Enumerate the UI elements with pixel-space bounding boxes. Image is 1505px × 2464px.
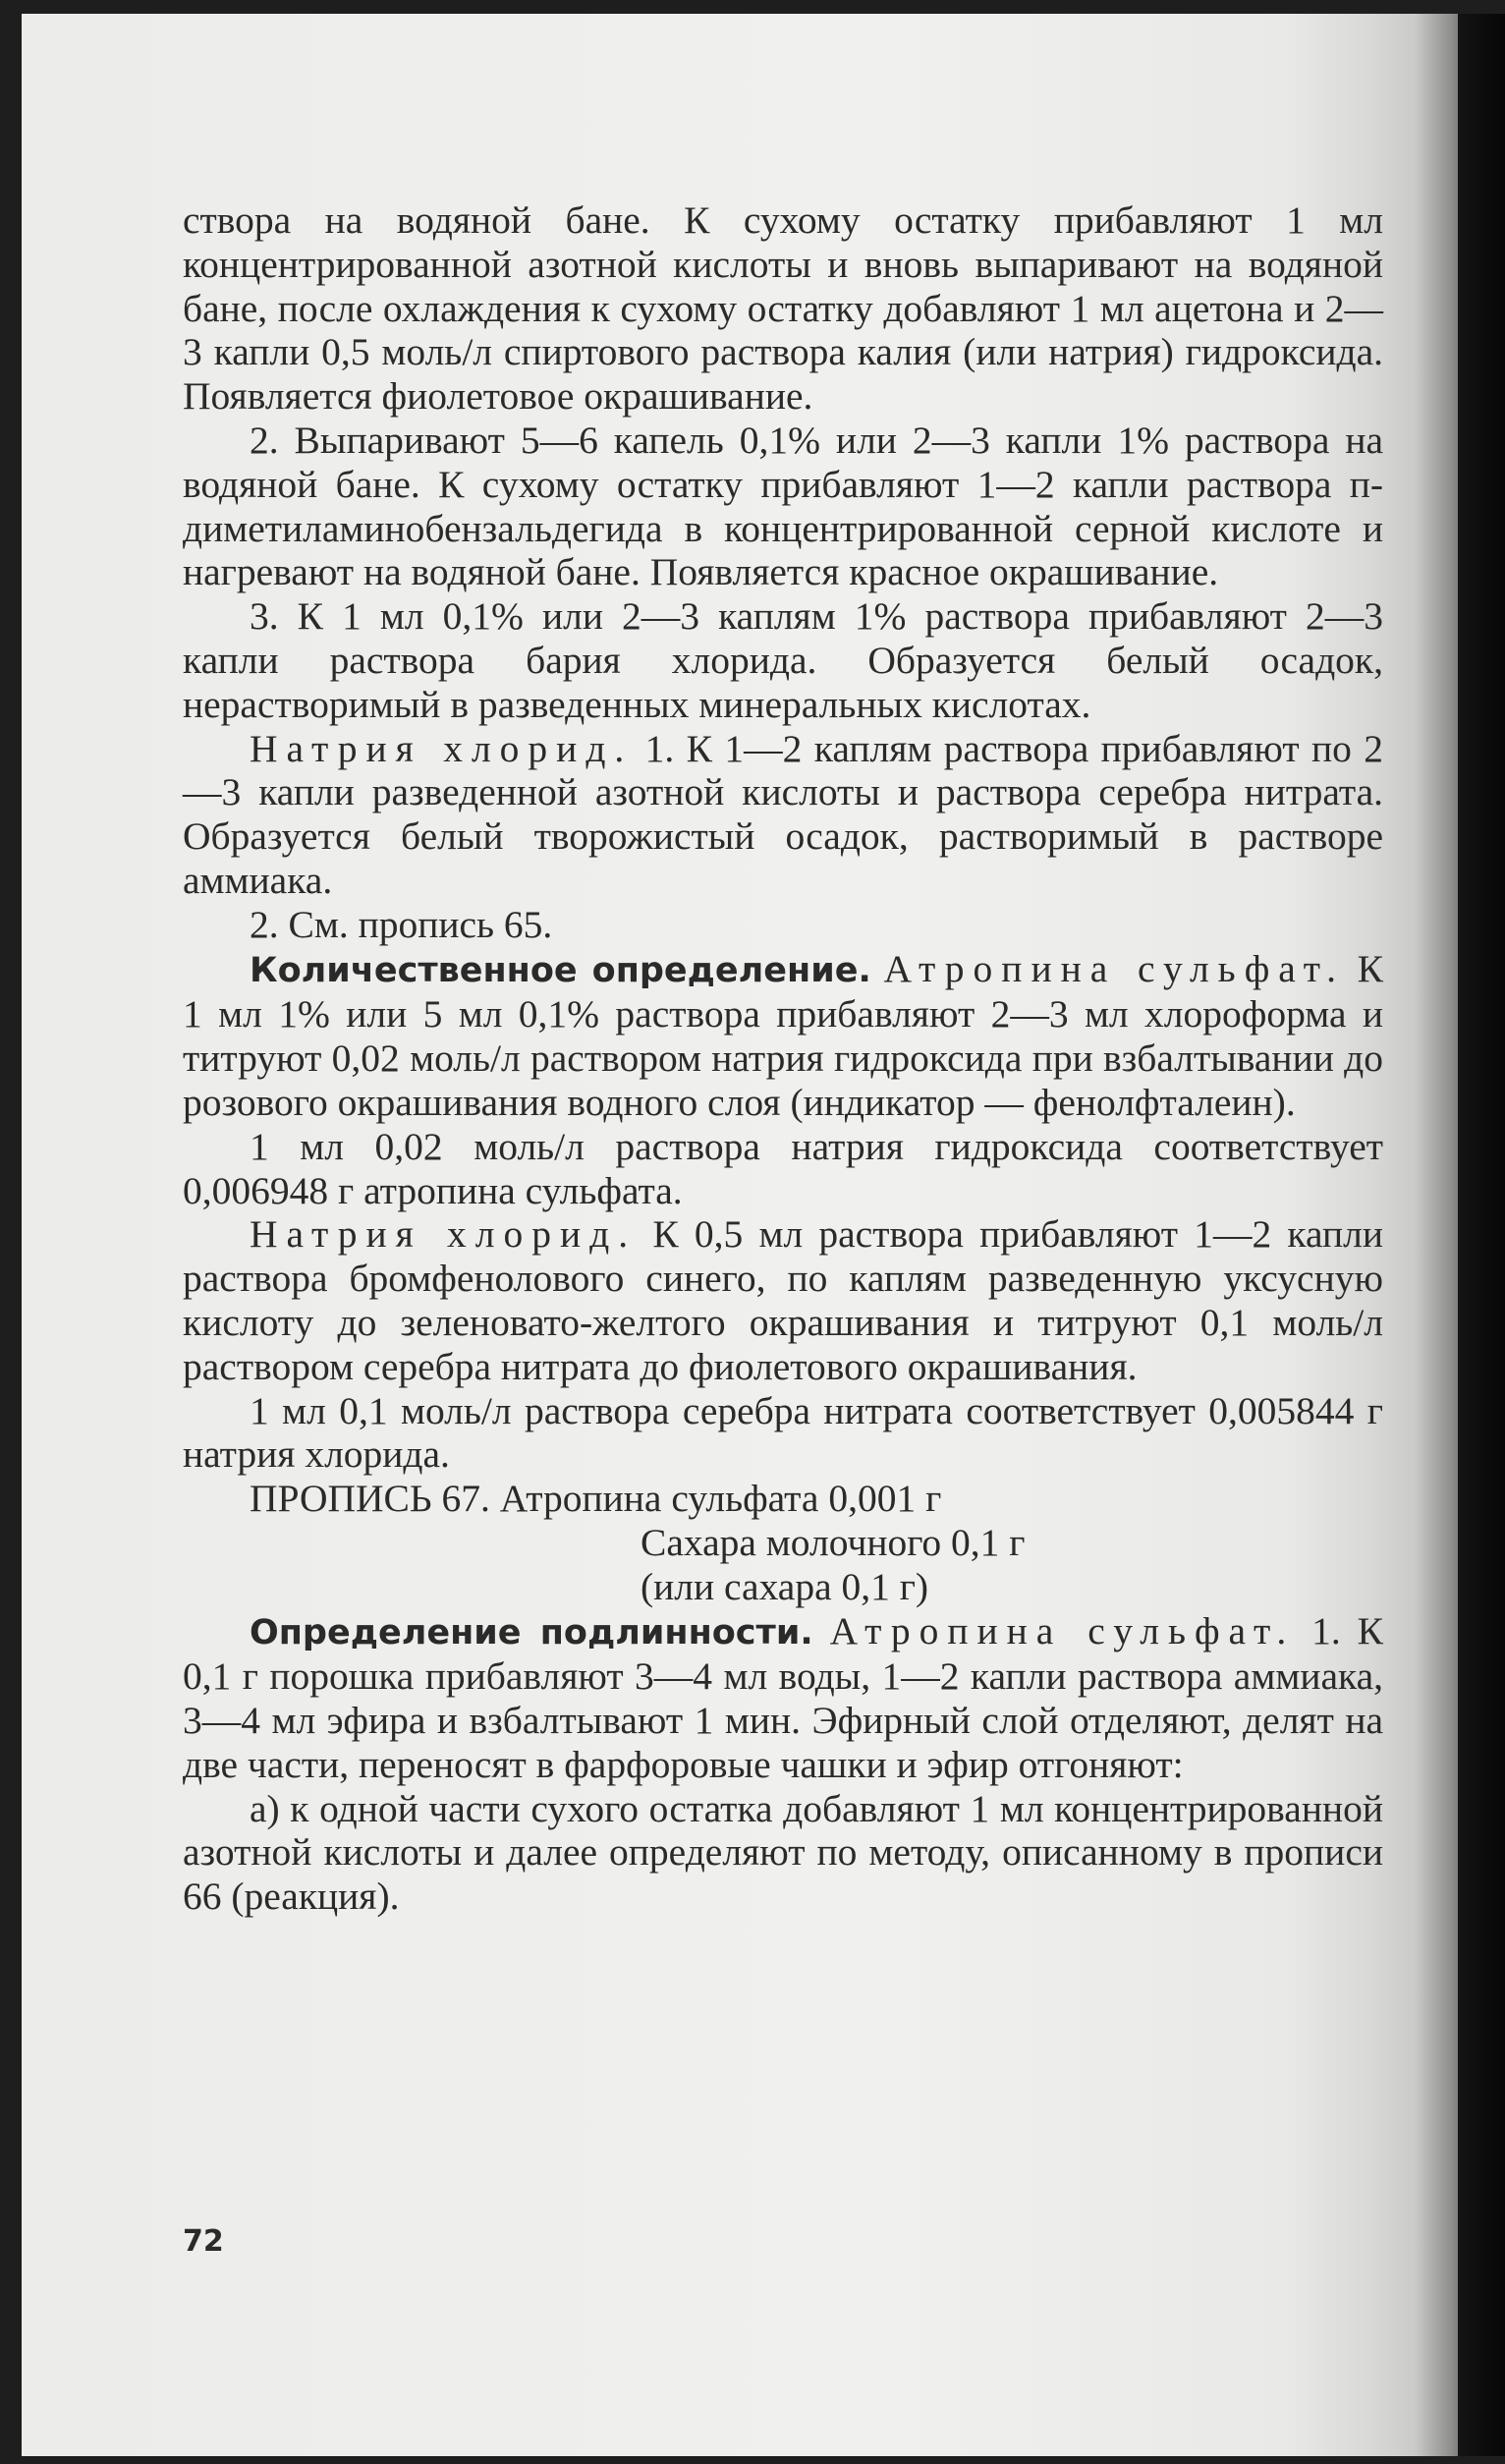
section-heading: Количественное определение. xyxy=(250,950,871,990)
paragraph-2: 2. Выпаривают 5—6 капель 0,1% или 2—3 капли 1% раствора на водяной бане. К сухому остатку прибавляют 1—2 капли раствора п-диметиламинобензальдегида в концентрированной серной кислоте и нагревают на водяной бане. Появляется красное окрашивание. xyxy=(183,418,1383,594)
page-number: 72 xyxy=(183,2224,224,2259)
spaced-label: Натрия хлорид. xyxy=(250,726,634,770)
formula-line-2: Сахара молочного 0,1 г xyxy=(641,1520,1026,1564)
section-heading: Определение подлинности. xyxy=(250,1612,813,1652)
paragraph-8 xyxy=(183,1212,1383,1388)
paragraph-8-text: К 0,5 мл раствора прибавляют 1—2 капли раствора бромфенолового синего, по каплям разведенную уксусную кислоту до зеленовато-желтого окрашивания и титруют 0,1 моль/л раствором серебра нитрата до фиолетового окрашивания. xyxy=(183,1212,1383,1388)
paragraph-10 xyxy=(183,1609,1383,1787)
paragraph-11: а) к одной части сухого остатка добавляют 1 мл концентрированной азотной кислоты и далее определяют по методу, описанному в прописи 66 (реакция). xyxy=(183,1786,1383,1919)
spaced-label: Атропина сульфат. xyxy=(883,946,1345,990)
paragraph-9: 1 мл 0,1 моль/л раствора серебра нитрата соответствует 0,005844 г натрия хлорида. xyxy=(183,1388,1383,1477)
paragraph-6 xyxy=(183,947,1383,1125)
page-body xyxy=(183,198,1383,1919)
paragraph-4 xyxy=(183,727,1383,903)
formula-line-1: ПРОПИСЬ 67. Атропина сульфата 0,001 г xyxy=(250,1477,942,1521)
paragraph-10-text: 1. К 0,1 г порошка прибавляют 3—4 мл воды, 1—2 капли раствора аммиака, 3—4 мл эфира и взбалтывают 1 мин. Эфирный слой отделяют, делят на две части, переносят в фарфоровые чашки и эфир отгоняют: xyxy=(183,1608,1383,1786)
paragraph-6-text: К 1 мл 1% или 5 мл 0,1% раствора прибавляют 2—3 мл хлороформа и титруют 0,02 моль/л раствором натрия гидроксида при взбалтывании до розового окрашивания водного слоя (индикатор — фенолфталеин). xyxy=(183,946,1384,1124)
spaced-label: Атропина сульфат. xyxy=(829,1608,1296,1652)
formula-line-3: (или сахара 0,1 г) xyxy=(641,1564,929,1608)
paragraph-5: 2. См. пропись 65. xyxy=(250,902,553,946)
paragraph-1: створа на водяной бане. К сухому остатку прибавляют 1 мл концентрированной азотной кислоты и вновь выпаривают на водяной бане, после охлаждения к сухому остатку добавляют 1 мл ацетона и 2—3 капли 0,5 моль/л спиртового раствора калия (или натрия) гидроксида. Появляется фиолетовое окрашивание. xyxy=(183,198,1383,419)
formula xyxy=(183,1477,1383,1608)
page-edge-shadow xyxy=(1415,14,1505,2456)
paragraph-7: 1 мл 0,02 моль/л раствора натрия гидроксида соответствует 0,006948 г атропина сульфата. xyxy=(183,1124,1383,1212)
spaced-label: Натрия хлорид. xyxy=(250,1212,638,1257)
paragraph-4-text: 1. К 1—2 каплям раствора прибавляют по 2—3 капли разведенной азотной кислоты и раствора серебра нитрата. Образуется белый творожистый осадок, растворимый в растворе аммиака. xyxy=(183,726,1383,902)
paragraph-3: 3. К 1 мл 0,1% или 2—3 каплям 1% раствора прибавляют 2—3 капли раствора бария хлорида. Образуется белый осадок, нерастворимый в разведенных минеральных кислотах. xyxy=(183,594,1383,726)
